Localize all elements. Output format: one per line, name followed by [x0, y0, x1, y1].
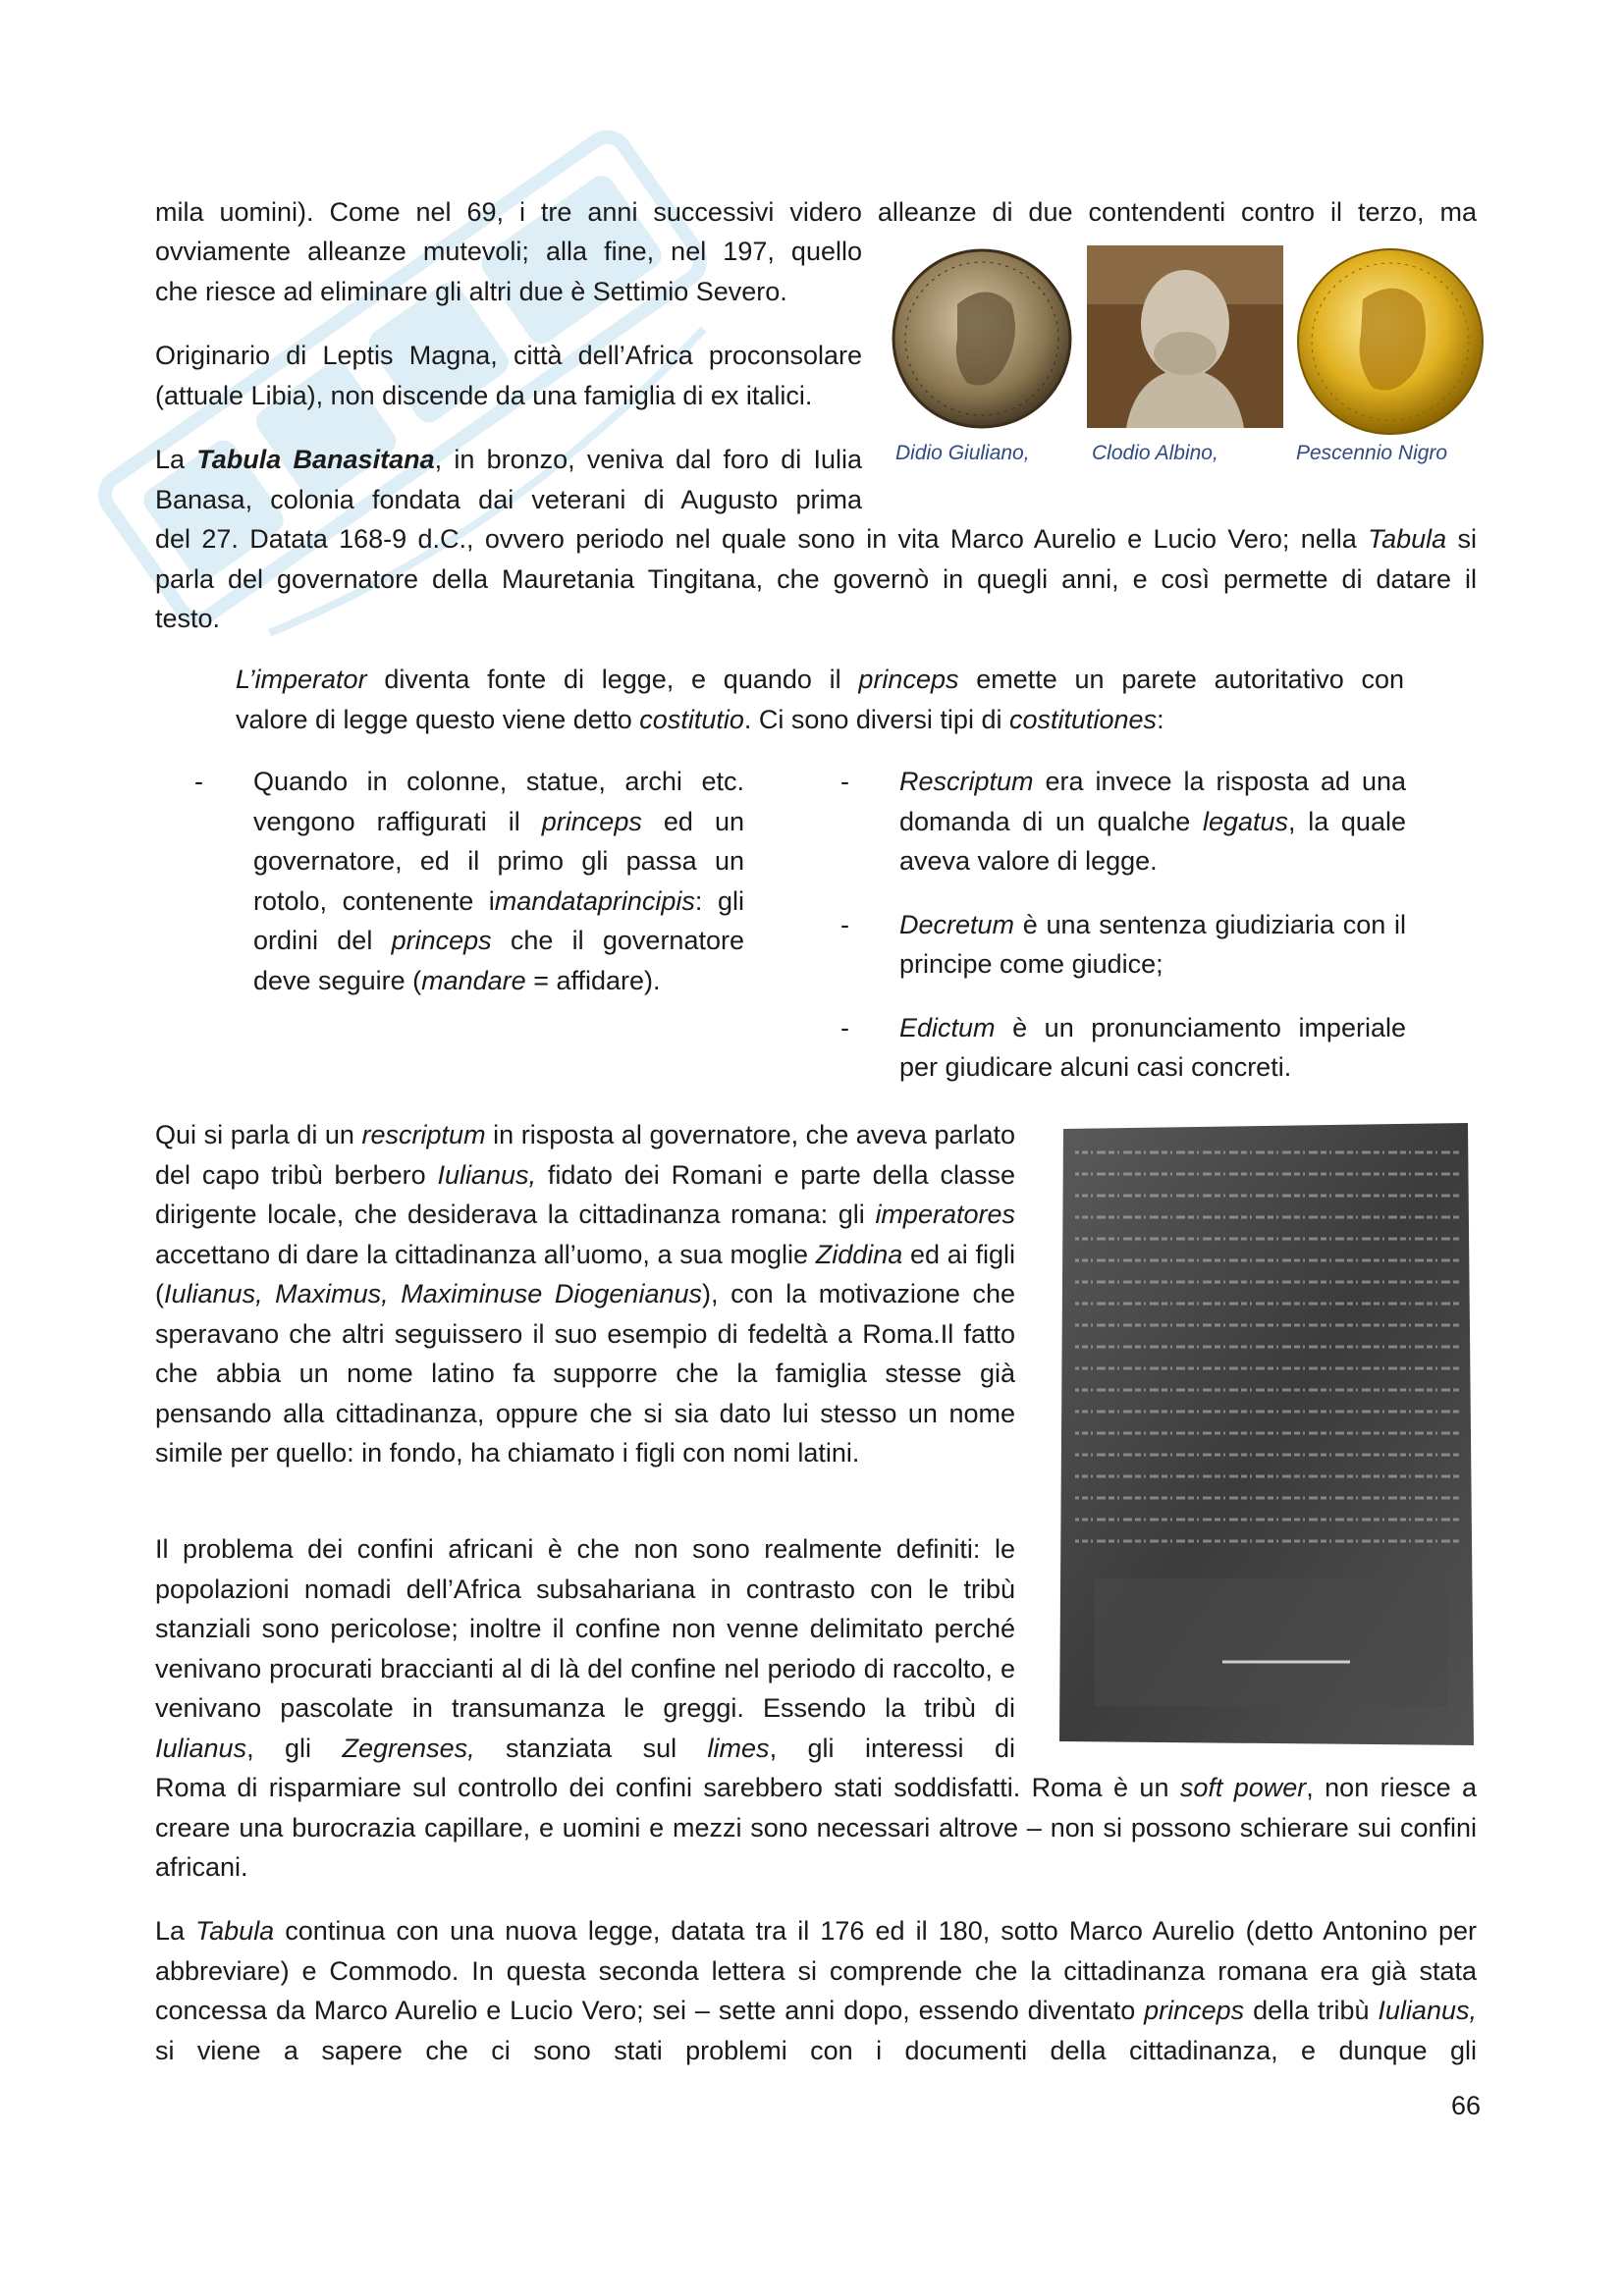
caption-clodio-albino: Clodio Albino, [1092, 442, 1218, 464]
para6-confini-wide: Roma di risparmiare sul controllo dei confini sarebbero stati soddisfatti. Roma è un soft power, non riesce a creare una burocrazia capillare, e uomini e mezzi sono necessari altrove – non si possono schierare sui confini africani. [155, 1773, 1477, 1882]
caption-pescennio-nigro: Pescennio Nigro [1296, 442, 1448, 464]
bullet-list-left [194, 762, 744, 1024]
para5-rescriptum: Qui si parla di un rescriptum in risposta al governatore, che aveva parlato del capo tribù berbero Iulianus, fidato dei Romani e parte della classe dirigente locale, che desiderava la cittadinanza romana: gli imperatores accettano di dare la cittadinanza all’uomo, a sua moglie Ziddina ed ai figli (Iulianus, Maximus, Maximinuse Diogenianus), con la motivazione che speravano che altri seguissero il suo esempio di fedeltà a Roma.Il fatto che abbia un nome latino fa supporre che la famiglia stesse già pensando alla cittadinanza, oppure che si sia dato lui stesso un nome simile per quello: in fondo, ha chiamato i figli con nomi latini. [155, 1120, 1016, 1468]
para2: Originario di Leptis Magna, città dell’Africa proconsolare (attuale Libia), non discende da una famiglia di ex italici. [155, 341, 862, 410]
bullet-rescriptum: - Rescriptum era invece la risposta ad una domanda di un qualche legatus, la quale aveva valore di legge. [840, 767, 1406, 876]
para3-wide: del 27. Datata 168-9 d.C., ovvero periodo nel quale sono in vita Marco Aurelio e Lucio Vero; nella Tabula si parla del governatore della Mauretania Tingitana, che governò in quegli anni, e così permette di datare il testo. [155, 524, 1477, 633]
para1-line1: mila uomini). Come nel 69, i tre anni successivi videro alleanze di due contendenti contro il terzo, ma [155, 197, 1477, 227]
caption-didio-giuliano: Didio Giuliano, [895, 442, 1030, 464]
bullet-decretum: - Decretum è una sentenza giudiziaria con il principe come giudice; [840, 909, 1406, 979]
para4-constitutions-intro: L’imperator diventa fonte di legge, e quando il princeps emette un parete autoritativo con valore di legge questo viene detto costitutio. Ci sono diversi tipi di costitutiones: [236, 665, 1404, 734]
tabula-banasitana-image [1055, 1117, 1478, 1750]
para7-seconda-legge: La Tabula continua con una nuova legge, datata tra il 176 ed il 180, sotto Marco Aurelio (detto Antonino per abbreviare) e Commodo. In questa seconda lettera si comprende che la cittadinanza romana era già stata concessa da Marco Aurelio e Lucio Vero; sei – sette anni dopo, essendo diventato princeps della tribù Iulianus, si viene a sapere che ci sono stati problemi con i documenti della cittadinanza, e dunque gli [155, 1916, 1477, 2065]
para1-continued: ovviamente alleanze mutevoli; alla fine, nel 197, quello che riesce ad eliminare gli altri due è Settimio Severo. [155, 237, 862, 306]
para3-narrow: La Tabula Banasitana, in bronzo, veniva dal foro di Iulia Banasa, colonia fondata dai veterani di Augusto prima [155, 445, 862, 514]
bullet-edictum: - Edictum è un pronunciamento imperiale per giudicare alcuni casi concreti. [840, 1012, 1406, 1082]
para6-confini-narrow: Il problema dei confini africani è che non sono realmente definiti: le popolazioni nomadi dell’Africa subsahariana in contrasto con le tribù stanziali sono pericolose; inoltre il confine non venne delimitato perché venivano procurati braccianti al di là del confine nel periodo di raccolto, e venivano pascolate in transumanza le greggi. Essendo la tribù di Iulianus, gli Zegrenses, stanziata sul limes, gli interessi di [155, 1534, 1015, 1763]
bust-clodio-albino-image [1087, 245, 1283, 428]
bullet-mandata: - Quando in colonne, statue, archi etc. vengono raffigurati il princeps ed un governatore, ed il primo gli passa un rotolo, contenente imandataprincipis: gli ordini del princeps che il governatore deve seguire (mandare = affidare). [194, 767, 744, 995]
page-number: 66 [1450, 2091, 1481, 2120]
coin-didio-giuliano-image [889, 245, 1075, 432]
coin-pescennio-nigro-image [1294, 245, 1487, 438]
bullet-list-right [840, 762, 1406, 1111]
